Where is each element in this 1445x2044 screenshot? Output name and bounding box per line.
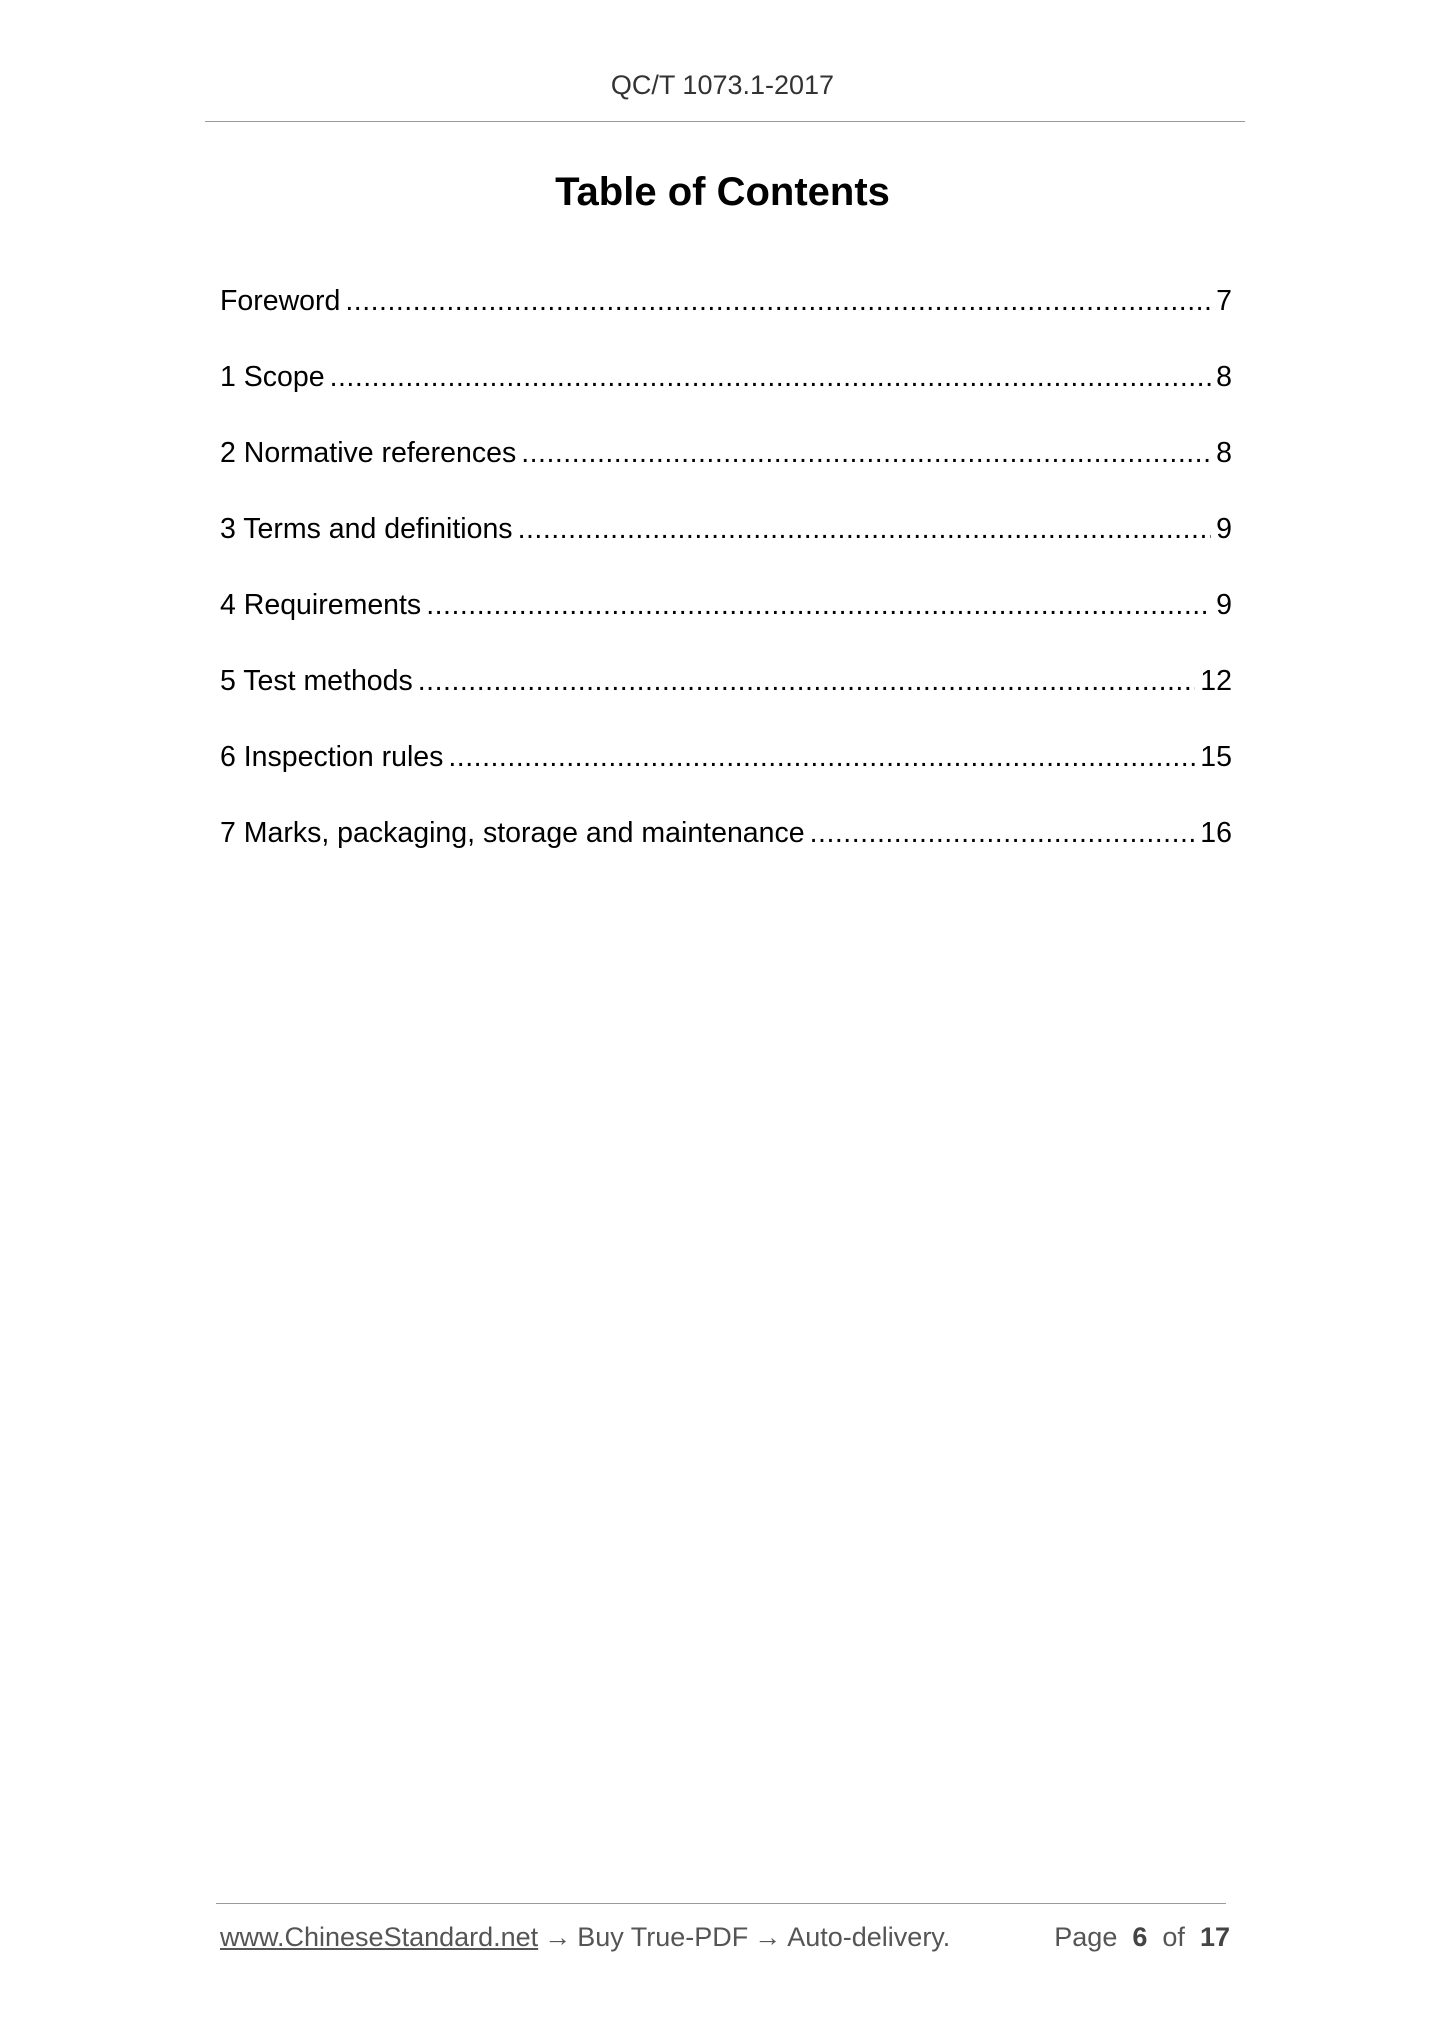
toc-entry-page: 15 (1200, 741, 1232, 773)
dot-leader (426, 589, 1211, 622)
dot-leader (418, 665, 1196, 698)
document-code-header: QC/T 1073.1-2017 (610, 70, 835, 100)
toc-entry-label: 4 Requirements (220, 589, 422, 621)
buy-text: Buy True-PDF (577, 1922, 749, 1952)
total-pages: 17 (1199, 1922, 1230, 1952)
toc-entry-foreword[interactable] (220, 285, 1232, 361)
dot-leader (448, 741, 1195, 774)
toc-entry-test-methods[interactable] (220, 665, 1232, 741)
toc-entry-label: 1 Scope (220, 361, 325, 393)
toc-entry-label: 7 Marks, packaging, storage and maintenance (220, 817, 805, 849)
dot-leader (810, 817, 1196, 850)
toc-entry-page: 9 (1216, 513, 1232, 545)
toc-entry-page: 16 (1200, 817, 1232, 849)
toc-entry-requirements[interactable] (220, 589, 1232, 665)
toc-entry-page: 12 (1200, 665, 1232, 697)
toc-entry-label: 2 Normative references (220, 437, 517, 469)
page-number (1054, 1922, 1230, 1953)
dot-leader (518, 513, 1212, 546)
page-title: Table of Contents (555, 170, 890, 214)
toc-entry-inspection-rules[interactable] (220, 741, 1232, 817)
footer-promo (220, 1922, 950, 1953)
table-of-contents (220, 285, 1232, 893)
arrow-right-icon: → (544, 1922, 572, 1952)
page-footer (220, 1922, 1230, 1953)
toc-entry-scope[interactable] (220, 361, 1232, 437)
footer-divider (216, 1903, 1226, 1904)
toc-entry-page: 8 (1216, 437, 1232, 469)
toc-entry-label: 3 Terms and definitions (220, 513, 513, 545)
toc-entry-normative-references[interactable] (220, 437, 1232, 513)
header-divider (205, 121, 1245, 122)
toc-entry-label: 6 Inspection rules (220, 741, 444, 773)
current-page: 6 (1132, 1922, 1148, 1952)
of-word: of (1162, 1922, 1185, 1952)
toc-entry-label: 5 Test methods (220, 665, 413, 697)
toc-entry-label: Foreword (220, 285, 341, 317)
toc-entry-page: 8 (1216, 361, 1232, 393)
page-word: Page (1054, 1922, 1118, 1952)
dot-leader (521, 437, 1211, 470)
arrow-right-icon: → (754, 1922, 782, 1952)
toc-entry-page: 7 (1216, 285, 1232, 317)
delivery-text: Auto-delivery. (787, 1922, 951, 1952)
toc-entry-terms-and-definitions[interactable] (220, 513, 1232, 589)
toc-entry-marks-packaging[interactable] (220, 817, 1232, 893)
toc-entry-page: 9 (1216, 589, 1232, 621)
dot-leader (345, 285, 1211, 318)
site-link[interactable]: www.ChineseStandard.net (220, 1922, 539, 1952)
dot-leader (330, 361, 1212, 394)
